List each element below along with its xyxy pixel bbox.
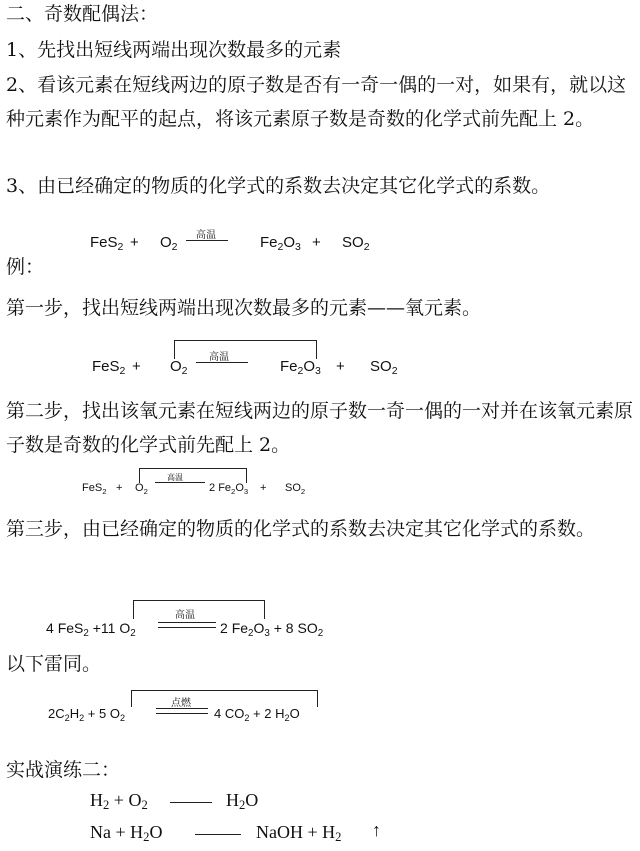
- step-1: 第一步，找出短线两端出现次数最多的元素——氧元素。: [6, 297, 482, 319]
- step1-equation: FeS$_2$ + $O_2$ 高温 $Fe_2O_3$ + $SO_2$: [0, 336, 640, 386]
- step-2: 第二步，找出该氧元素在短线两边的原子数一奇一偶的一对并在该氧元素原子数是奇数的化学式前先配上 2。: [6, 400, 634, 456]
- step-3: 第三步，由已经确定的物质的化学式的系数去决定其它化学式的系数。: [6, 518, 596, 540]
- heading: 二、奇数配偶法：: [6, 3, 159, 25]
- example-label: 例：: [6, 256, 45, 278]
- rule-1: 1、先找出短线两端出现次数最多的元素: [6, 39, 342, 61]
- practice-equation-2: $Na + H_2O$ NaOH + $H_2$ ↑: [90, 820, 381, 844]
- formula-fes2: FeS: [90, 234, 118, 251]
- similar-note: 以下雷同。: [6, 653, 102, 675]
- final-equation: 4 FeS$_2$ +11 $O_2$ 高温 2 $Fe_2O_3 + 8$ $SO_2$: [0, 596, 640, 642]
- rule-3: 3、由已经确定的物质的化学式的系数去决定其它化学式的系数。: [6, 175, 551, 197]
- rule-2: 2、看该元素在短线两边的原子数是否有一奇一偶的一对，如果有，就以这种元素作为配平的起点，将该元素原子数是奇数的化学式前先配上 2。: [6, 74, 627, 130]
- practice-equation-1: $H_2 + O_2$ $H_2O$: [90, 790, 259, 812]
- example-equation: FeS$_2$ + $O_2$ 高温 $Fe_2O_3$ + $SO_2$: [90, 230, 370, 253]
- step2-equation: FeS$_2$ + $O_2$ 高温 2 $Fe_2O_3$ + $SO_2$: [0, 464, 640, 500]
- practice-title: 实战演练二：: [6, 759, 121, 781]
- gas-arrow-icon: ↑: [372, 820, 381, 840]
- c2h2-equation: $2C_2H_2 + 5$ $O_2$ 点燃 4 $CO_2 + 2$ $H_2O$: [0, 686, 640, 726]
